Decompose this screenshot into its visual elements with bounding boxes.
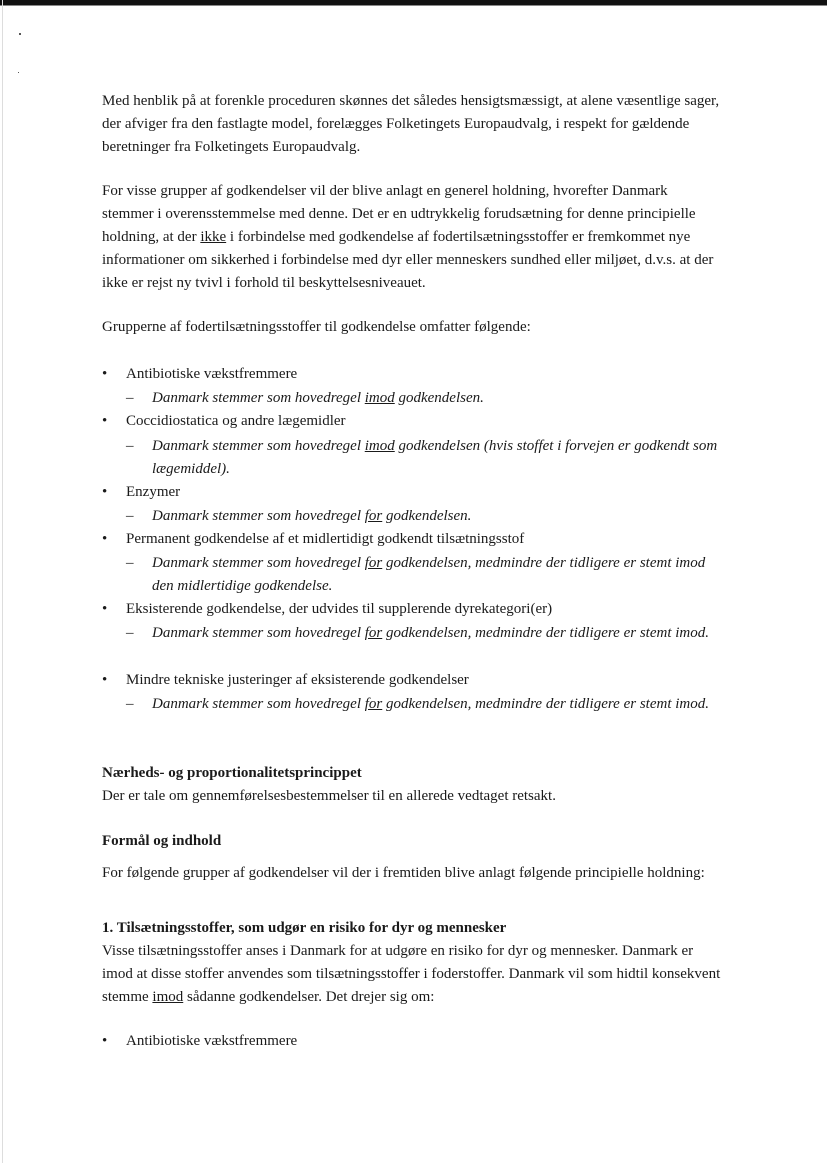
risk-paragraph: Visse tilsætningsstoffer anses i Danmark for at udgøre en risiko for dyr og mennesker. Danmark er imod at disse stoffer anvendes som tilsætningsstoffer i foderstoffer. Danmark vil som hidtil konsekvent stemme imod sådanne godkendelser. Det drejer sig om:: [102, 943, 721, 1005]
bullet-icon: •: [102, 601, 108, 617]
sub-item-text: Danmark stemmer som hovedregel imod godkendelsen.: [152, 390, 484, 406]
dash-icon: –: [126, 555, 134, 571]
subsidiarity-paragraph: Der er tale om gennemførelsesbestemmelser til en allerede vedtaget retsakt.: [102, 788, 556, 804]
dash-icon: –: [126, 696, 134, 712]
list-item-label: Eksisterende godkendelse, der udvides til supplerende dyrekategori(er): [126, 601, 553, 617]
list-item-label: Antibiotiske vækstfremmere: [126, 1033, 298, 1049]
list-item-label: Permanent godkendelse af et midlertidigt godkendt tilsætningsstof: [126, 531, 525, 547]
section-heading: Formål og indhold: [102, 833, 222, 849]
sub-item-text: Danmark stemmer som hovedregel for godkendelsen, medmindre der tidligere er stemt imod.: [152, 625, 709, 641]
list-item-label: Enzymer: [126, 484, 181, 500]
dash-icon: –: [126, 625, 134, 641]
bullet-icon: •: [102, 366, 108, 382]
dash-icon: –: [126, 438, 134, 454]
list-item-label: Mindre tekniske justeringer af eksisterende godkendelser: [126, 672, 469, 688]
list-item-label: Antibiotiske vækstfremmere: [126, 366, 298, 382]
sub-item-text: Danmark stemmer som hovedregel for godkendelsen, medmindre der tidligere er stemt imod.: [152, 696, 709, 712]
bullet-icon: •: [102, 484, 108, 500]
sub-item-text: Danmark stemmer som hovedregel for godkendelsen.: [152, 508, 472, 524]
scan-left-edge: [2, 0, 3, 1163]
scan-speck: [19, 33, 21, 35]
bullet-icon: •: [102, 531, 108, 547]
intro-paragraph: Med henblik på at forenkle proceduren skønnes det således hensigtsmæssigt, at alene væsentlige sager, der afviger fra den fastlagte model, forelægges Folketingets Europaudvalg, i respekt for gældende beretninger fra Folketingets Europaudvalg.: [102, 93, 720, 155]
bullet-icon: •: [102, 413, 108, 429]
dash-icon: –: [126, 508, 134, 524]
sub-item-text: Danmark stemmer som hovedregel imod godkendelsen (hvis stoffet i forvejen er godkendt som lægemiddel).: [152, 438, 718, 477]
purpose-paragraph: For følgende grupper af godkendelser vil der i fremtiden blive anlagt følgende principielle holdning:: [102, 865, 705, 881]
bullet-icon: •: [102, 672, 108, 688]
section-heading: Nærheds- og proportionalitetsprincippet: [102, 765, 362, 781]
list-item-label: Coccidiostatica og andre lægemidler: [126, 413, 346, 429]
bullet-icon: •: [102, 1033, 108, 1049]
dash-icon: –: [126, 390, 134, 406]
sub-item-text: Danmark stemmer som hovedregel for godkendelsen, medmindre der tidligere er stemt imod den midlertidige godkendelse.: [152, 555, 706, 594]
scan-speck: [18, 72, 19, 73]
groups-intro-paragraph: Grupperne af fodertilsætningsstoffer til godkendelse omfatter følgende:: [102, 319, 531, 335]
general-position-paragraph: For visse grupper af godkendelser vil der blive anlagt en generel holdning, hvorefter Danmark stemmer i overensstemmelse med denne. Det er en udtrykkelig forudsætning for denne principielle holdning, at der ikke i forbindelse med godkendelse af fodertilsætningsstoffer er fremkommet nye informationer om sikkerhed i forbindelse med dyr eller menneskers sundhed eller miljøet, d.v.s. at der ikke er rejst ny tvivl i forhold til beskyttelsesniveauet.: [102, 183, 714, 291]
scan-top-line: [0, 5, 827, 6]
section-heading: 1. Tilsætningsstoffer, som udgør en risiko for dyr og mennesker: [102, 920, 507, 936]
